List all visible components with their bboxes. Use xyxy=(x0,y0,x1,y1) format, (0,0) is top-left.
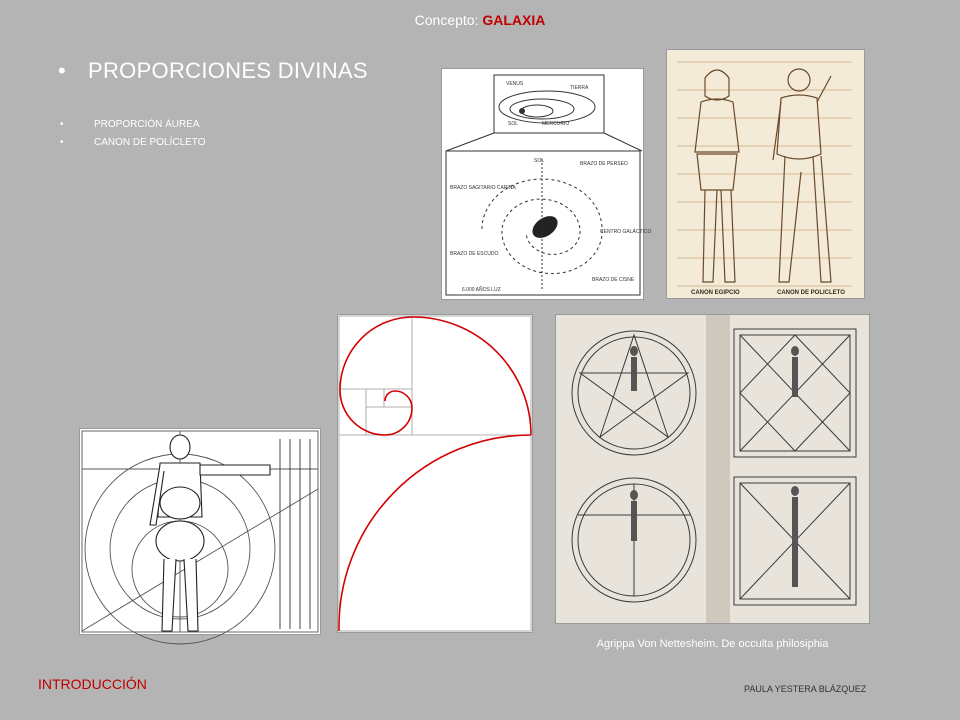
milky-way-diagram-image xyxy=(441,68,652,300)
centro-galactico-label: CENTRO GALÁCTICO xyxy=(600,229,652,235)
canon-egipcio-label: CANON EGIPCIO xyxy=(691,290,740,296)
sol-label: SOL xyxy=(534,158,545,164)
image-caption: Agrippa Von Nettesheim, De occulta philosiphia xyxy=(596,638,829,650)
concept-prefix: Concepto: xyxy=(414,12,483,28)
sub-bullet-text: PROPORCIÓN ÁUREA xyxy=(94,119,200,130)
canon-comparison-image xyxy=(666,49,865,299)
golden-spiral xyxy=(338,315,532,632)
tierra-label: TIERRA xyxy=(570,85,589,91)
main-bullet-item xyxy=(58,58,368,84)
brazo-sagitario-label: BRAZO SAGITARIO CARINA xyxy=(450,185,516,191)
venus-label: VENUS xyxy=(506,81,524,87)
section-label: INTRODUCCIÓN xyxy=(38,676,147,692)
sub-bullet-text: CANON DE POLÍCLETO xyxy=(94,137,206,148)
mercurio-label: MERCURIO xyxy=(542,121,570,127)
author-name: PAULA YESTERA BLÁZQUEZ xyxy=(744,684,867,694)
sub-bullet-item xyxy=(60,137,206,148)
canon-figures xyxy=(667,50,864,298)
concept-name: GALAXIA xyxy=(482,12,546,28)
vitruvian-figure xyxy=(80,429,320,634)
bullet-marker: • xyxy=(60,119,64,130)
sub-bullet-item xyxy=(60,119,200,130)
main-bullet-text: PROPORCIONES DIVINAS xyxy=(88,58,368,83)
canon-policleto-label: CANON DE POLICLETO xyxy=(777,290,845,296)
brazo-escudo-label: BRAZO DE ESCUDO xyxy=(450,251,499,257)
agrippa-book-image xyxy=(555,314,870,624)
bullet-marker: • xyxy=(58,58,67,83)
concept-title xyxy=(0,12,960,28)
sol-top-label: SOL xyxy=(508,121,519,127)
scale-label: 6.000 AÑOS LUZ xyxy=(462,287,501,293)
agrippa-figures xyxy=(556,315,869,623)
bullet-marker: • xyxy=(60,137,64,148)
golden-spiral-image xyxy=(337,314,533,633)
brazo-cisne-label: BRAZO DE CISNE xyxy=(592,277,635,283)
vitruvian-proportion-image xyxy=(79,428,321,635)
brazo-perseo-label: BRAZO DE PERSEO xyxy=(580,161,628,167)
milky-way-diagram xyxy=(442,69,652,299)
